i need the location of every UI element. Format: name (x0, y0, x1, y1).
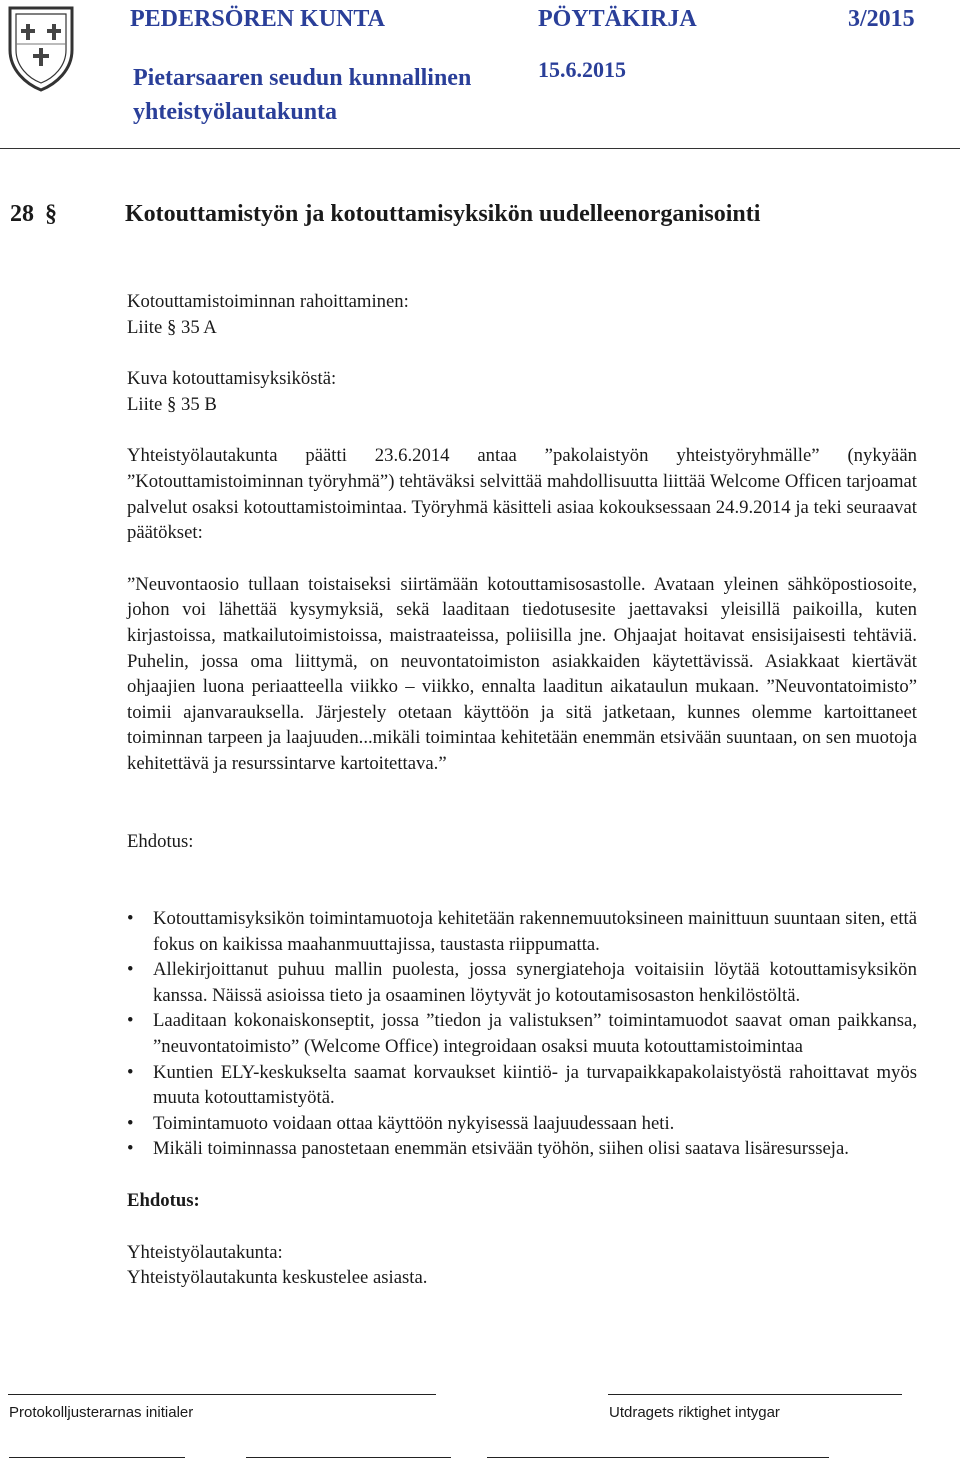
background-paragraph: Yhteistyölautakunta päätti 23.6.2014 antaa ”pakolaistyön yhteistyöryhmälle” (nykyään ”Kotouttamistoiminnan työryhmä”) tehtäväksi selvittää mahdollisuutta liittää Welcome Officen tarjoamat palvelut osaksi kotouttamistoimintaa. Työryhmä käsitteli asiaa kokouksessaan 24.9.2014 ja teki seuraavat päätökset: (127, 445, 917, 544)
decision-text: Yhteistyölautakunta keskustelee asiasta. (127, 1267, 428, 1289)
committee-name (133, 61, 471, 129)
list-item: • Toimintamuoto voidaan ottaa käyttöön nykyisessä laajuudessaan heti. (127, 1111, 917, 1137)
bullet-icon: • (127, 1112, 134, 1134)
organization-name: PEDERSÖREN KUNTA (130, 6, 385, 32)
attachment-funding-label: Kotouttamistoiminnan rahoittaminen: (127, 291, 409, 312)
list-item: • Allekirjoittanut puhuu mallin puolesta, jossa synergiatehoja voitaisiin löytää kotouttamisyksikön kanssa. Näissä asioissa tieto ja osaaminen löytyvät jo kotoutamisosaston henkilöstöltä. (127, 959, 917, 1006)
working-group-decision-quote: ”Neuvontaosio tullaan toistaiseksi siirtämään kotouttamisosastolle. Avataan yleinen sähköpostiosoite, johon voi lähettää kysymyksiä, sekä laaditaan tiedotusesite jaettavaksi yleisillä paikoilla, kuten kirjastoissa, matkailutoimistoissa, maistraateissa, poliisilla jne. Ohjaajat hoitavat ensisijaisesti tehtäviä. Puhelin, jossa oma liittymä, on neuvontatoimiston asiakkaiden käytettävissä. Asiakkaat kiertävät ohjaajien luona periaatteella viikko – viikko, ennalta laaditun aikataulun mukaan. ”Neuvontatoimisto” toimii ajanvarauksella. Järjestely otetaan käyttöön ja sitä jatketaan, kunnes olemme kartoittaneet toiminnan tarpeen ja laajuuden...mikäli toimintaa kehitetään enemmän etsivään suuntaan, on sen muotoja kehitettävä ja resurssintarve kartoitettava.” (127, 573, 917, 774)
signature-line (9, 1457, 185, 1458)
bullet-icon: • (127, 1138, 134, 1160)
initials-label: Protokolljusterarnas initialer (9, 1404, 194, 1421)
municipal-crest-icon (6, 4, 76, 92)
section-number: 28 (10, 201, 34, 227)
meeting-date: 15.6.2015 (538, 57, 626, 82)
list-item: • Kuntien ELY-keskukselta saamat korvaukset kiintiö- ja turvapaikkapakolaistyöstä rahoittavat myös muuta kotouttamistyötä. (127, 1061, 917, 1109)
footer-rule-right (608, 1394, 902, 1395)
signature-line (487, 1457, 829, 1458)
bullet-icon: • (127, 959, 134, 981)
list-item: • Mikäli toiminnassa panostetaan enemmän etsivään työhön, siihen olisi saatava lisäresursseja. (127, 1136, 917, 1162)
document-type: PÖYTÄKIRJA (538, 6, 697, 32)
decision-label: Yhteistyölautakunta: (127, 1241, 283, 1263)
proposal-list (127, 906, 917, 1162)
page-footer (0, 1380, 960, 1463)
attachment-picture-ref: Liite § 35 B (127, 393, 217, 415)
section-sign: § (45, 201, 57, 227)
attachment-picture-label: Kuva kotouttamisyksiköstä: (127, 368, 337, 390)
section-heading (10, 201, 760, 228)
header-divider (0, 148, 960, 149)
proposal-label: Ehdotus: (127, 830, 194, 852)
bullet-icon: • (127, 1061, 134, 1083)
attachment-funding-ref: Liite § 35 A (127, 316, 217, 338)
footer-rule-left (8, 1394, 436, 1395)
list-item: • Laaditaan kokonaiskonseptit, jossa ”tiedon ja valistuksen” toimintamuodot saavat oman paikkansa, ”neuvontatoimisto” (Welcome Office) integroidaan osaksi muuta kotouttamistoimintaa (127, 1010, 917, 1058)
bullet-icon: • (127, 908, 134, 930)
proposal-label-bold: Ehdotus: (127, 1190, 200, 1212)
certified-label: Utdragets riktighet intygar (609, 1404, 780, 1421)
list-item: • Kotouttamisyksikön toimintamuotoja kehitetään rakennemuutoksineen mainittuun suuntaan siten, että fokus on kaikissa maahanmuuttajissa, taustasta riippumatta. (127, 908, 917, 955)
document-body (127, 289, 917, 1291)
committee-name-line1: Pietarsaaren seudun kunnallinen (133, 65, 472, 91)
bullet-icon: • (127, 1010, 134, 1032)
section-title: Kotouttamistyön ja kotouttamisyksikön uudelleenorganisointi (125, 201, 761, 227)
committee-name-line2: yhteistyölautakunta (133, 99, 338, 125)
document-number: 3/2015 (848, 6, 915, 32)
signature-line (246, 1457, 451, 1458)
